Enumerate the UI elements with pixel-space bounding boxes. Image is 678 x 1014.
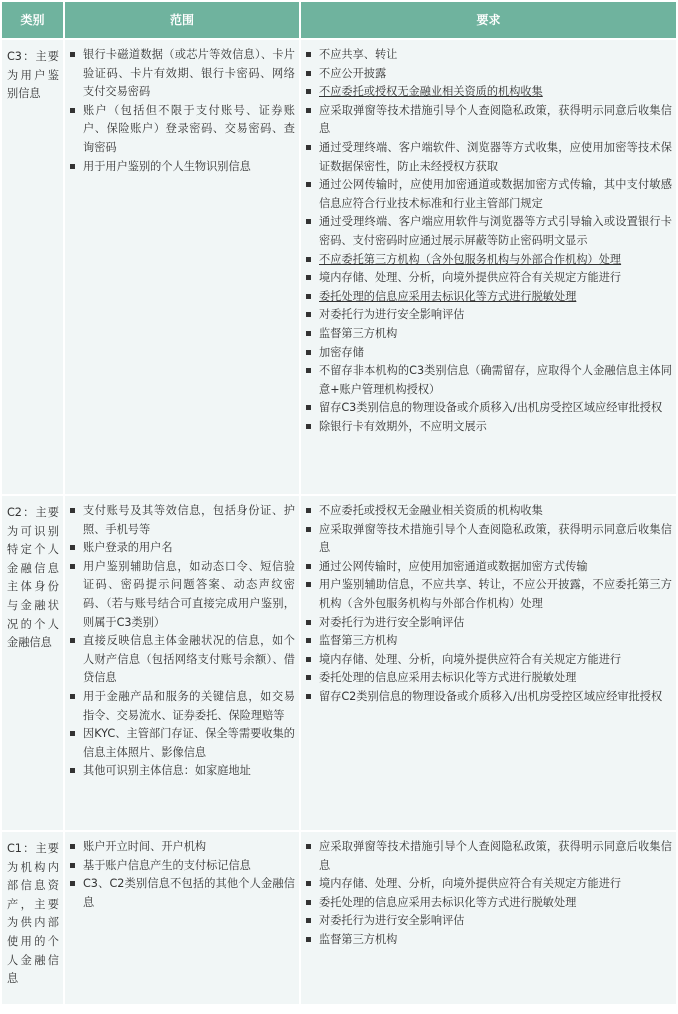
- list-item-text: 委托处理的信息应采用去标识化等方式进行脱敏处理: [319, 289, 577, 303]
- list-item-text: 监督第三方机构: [319, 634, 398, 648]
- list-item: [305, 102, 672, 139]
- list-item-text: 不应委托或授权无金融业相关资质的机构收集: [319, 85, 543, 99]
- list-item: [305, 875, 672, 894]
- list-item: [305, 576, 672, 613]
- list-item-text: 境内存储、处理、分析，向境外提供应符合有关规定方能进行: [319, 652, 622, 666]
- list-item-text: 支付账号及其等效信息，包括身份证、护照、手机号等: [83, 504, 295, 536]
- list-item: [305, 418, 672, 437]
- list-item-text: 监督第三方机构: [319, 932, 398, 946]
- list-item: [305, 344, 672, 363]
- list-item: [305, 269, 672, 288]
- list-item: [305, 894, 672, 913]
- list-item: [69, 502, 295, 539]
- list-item: [69, 857, 295, 876]
- scope-cell: [65, 40, 299, 494]
- list-item-text: 不应公开披露: [319, 66, 387, 80]
- list-item-text: 账户开立时间、开户机构: [83, 840, 207, 853]
- list-item: [305, 46, 672, 65]
- list-item: [305, 362, 672, 399]
- list-item: [69, 688, 295, 725]
- category-cell: C1：主要为机构内部信息资产，主要为供内部使用的个人金融信息: [2, 832, 63, 1004]
- list-item-text: 用户鉴别辅助信息，不应共享、转让，不应公开披露，不应委托第三方机构（含外包服务机构与外部合作机构）处理: [319, 578, 672, 610]
- list-item: [305, 558, 672, 577]
- list-item: [305, 688, 672, 707]
- list-item-text: 通过公网传输时，应使用加密通道或数据加密方式传输: [319, 559, 588, 573]
- list-item: [69, 102, 295, 158]
- header-row: [2, 2, 676, 38]
- list-item-text: 账户（包括但不限于支付账号、证券账户、保险账户）登录密码、交易密码、查询密码: [83, 103, 295, 154]
- requirements-cell: [301, 832, 676, 1004]
- list-item: [69, 875, 295, 912]
- list-item: [305, 251, 672, 270]
- scope-list: [69, 502, 295, 781]
- list-item: [305, 521, 672, 558]
- list-item-text: 其他可识别主体信息：如家庭地址: [83, 764, 251, 778]
- list-item-text: 境内存储、处理、分析，向境外提供应符合有关规定方能进行: [319, 877, 622, 891]
- list-item: [69, 725, 295, 762]
- header-category: 类别: [2, 2, 63, 38]
- list-item: [305, 669, 672, 688]
- list-item: [305, 931, 672, 950]
- list-item-text: 通过受理终端、客户端应用软件与浏览器等方式引导输入或设置银行卡密码、支付密码时应通过展示屏蔽等防止密码明文显示: [319, 215, 672, 247]
- category-cell: C2：主要为可识别特定个人金融信息主体身份与金融状况的个人金融信息: [2, 496, 63, 830]
- list-item-text: 用于金融产品和服务的关键信息，如交易指令、交易流水、证券委托、保险理赔等: [83, 689, 295, 722]
- list-item-text: 对委托行为进行安全影响评估: [319, 308, 465, 322]
- list-item-text: 通过受理终端、客户端软件、浏览器等方式收集，应使用加密等技术保证数据保密性，防止未经授权方获取: [319, 140, 672, 173]
- list-item-text: 不应共享、转让: [319, 48, 398, 61]
- category-cell: C3：主要为用户鉴别信息: [2, 40, 63, 494]
- list-item: [305, 838, 672, 875]
- list-item-text: C3、C2类别信息不包括的其他个人金融信息: [83, 877, 295, 909]
- table-row: [2, 40, 676, 494]
- list-item-text: 应采取弹窗等技术措施引导个人查阅隐私政策，获得明示同意后收集信息: [319, 522, 672, 555]
- list-item: [69, 558, 295, 632]
- list-item-text: 基于账户信息产生的支付标记信息: [83, 858, 251, 872]
- list-item-text: 委托处理的信息应采用去标识化等方式进行脱敏处理: [319, 895, 577, 909]
- table-row: [2, 496, 676, 830]
- list-item-text: 应采取弹窗等技术措施引导个人查阅隐私政策，获得明示同意后收集信息: [319, 840, 672, 872]
- list-item: [305, 912, 672, 931]
- list-item: [69, 762, 295, 781]
- list-item: [305, 176, 672, 213]
- list-item: [305, 399, 672, 418]
- list-item: [305, 139, 672, 176]
- list-item: [305, 65, 672, 84]
- scope-list: [69, 838, 295, 912]
- requirements-cell: [301, 496, 676, 830]
- list-item-text: 不应委托第三方机构（含外包服务机构与外部合作机构）处理: [319, 252, 622, 266]
- list-item: [305, 632, 672, 651]
- list-item-text: 委托处理的信息应采用去标识化等方式进行脱敏处理: [319, 671, 577, 685]
- list-item-text: 加密存储: [319, 345, 364, 359]
- list-item-text: 直接反映信息主体金融状况的信息，如个人财产信息（包括网络支付账号余额）、借贷信息: [83, 634, 295, 685]
- scope-list: [69, 46, 295, 176]
- list-item-text: 用于用户鉴别的个人生物识别信息: [83, 159, 251, 173]
- header-requirements: 要求: [301, 2, 676, 38]
- requirements-list: [305, 502, 672, 707]
- list-item-text: 除银行卡有效期外，不应明文展示: [319, 419, 487, 433]
- scope-cell: [65, 832, 299, 1004]
- list-item-text: 银行卡磁道数据（或芯片等效信息）、卡片验证码、卡片有效期、银行卡密码、网络支付交易密码: [83, 48, 295, 99]
- list-item-text: 留存C3类别信息的物理设备或介质移入/出机房受控区域应经审批授权: [319, 401, 663, 415]
- list-item: [305, 213, 672, 250]
- scope-cell: [65, 496, 299, 830]
- header-scope: 范围: [65, 2, 299, 38]
- list-item: [69, 158, 295, 177]
- list-item-text: 应采取弹窗等技术措施引导个人查阅隐私政策，获得明示同意后收集信息: [319, 103, 672, 136]
- list-item-text: 留存C2类别信息的物理设备或介质移入/出机房受控区域应经审批授权: [319, 689, 663, 703]
- table-row: [2, 832, 676, 1004]
- list-item-text: 对委托行为进行安全影响评估: [319, 914, 465, 928]
- list-item-text: 通过公网传输时，应使用加密通道或数据加密方式传输，其中支付敏感信息应符合行业技术标准和行业主管部门规定: [319, 178, 672, 210]
- list-item-text: 用户鉴别辅助信息，如动态口令、短信验证码、密码提示问题答案、动态声纹密码、（若与账号结合可直接完成用户鉴别，则属于C3类别）: [83, 559, 295, 629]
- list-item-text: 监督第三方机构: [319, 326, 398, 340]
- list-item: [69, 539, 295, 558]
- list-item-text: 对委托行为进行安全影响评估: [319, 615, 465, 629]
- list-item: [305, 502, 672, 521]
- list-item-text: 境内存储、处理、分析，向境外提供应符合有关规定方能进行: [319, 271, 622, 285]
- list-item-text: 因KYC、主管部门存证、保全等需要收集的信息主体照片、影像信息: [83, 727, 295, 759]
- list-item: [69, 46, 295, 102]
- list-item: [69, 632, 295, 688]
- list-item: [305, 614, 672, 633]
- list-item: [305, 83, 672, 102]
- list-item-text: 账户登录的用户名: [83, 541, 173, 555]
- list-item: [305, 325, 672, 344]
- requirements-cell: [301, 40, 676, 494]
- list-item: [305, 288, 672, 307]
- requirements-list: [305, 838, 672, 950]
- list-item-text: 不应委托或授权无金融业相关资质的机构收集: [319, 504, 543, 517]
- list-item: [305, 306, 672, 325]
- list-item: [305, 651, 672, 670]
- requirements-list: [305, 46, 672, 436]
- list-item-text: 不留存非本机构的C3类别信息（确需留存，应取得个人金融信息主体同意+账户管理机构授权）: [319, 364, 672, 396]
- list-item: [69, 838, 295, 857]
